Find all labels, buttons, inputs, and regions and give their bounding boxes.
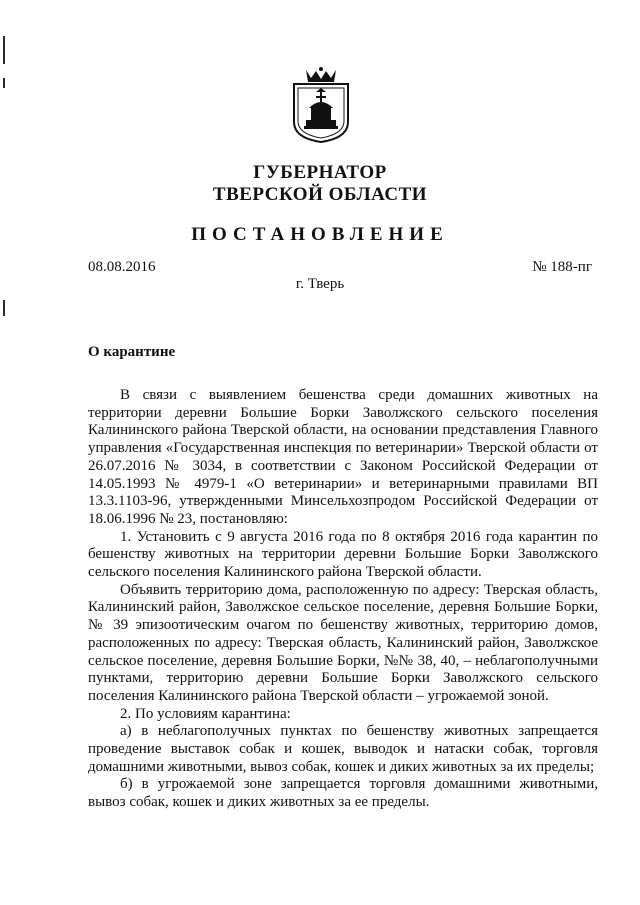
paragraph-declaration: Объявить территорию дома, расположенную по адресу: Тверская область, Калининский район, Заволжское сельское поселение, деревня Большие Борки, № 39 эпизоотическим очагом по бешенству животных, территорию домов, расположенных по адресу: Тверская область, Калининский район, Заволжское сельское поселение, деревня Большие Борки, №№ 38, 40, – неблагополучными пунктами, территорию деревни Большие Борки Заволжского сельского поселения Калининского района Тверской области – угрожаемой зоной. (88, 581, 598, 704)
paragraph-preamble: В связи с выявлением бешенства среди домашних животных на территории деревни Большие Борки Заволжского сельского поселения Калининского района Тверской области, на основании представления Главного управления «Государственная инспекция по ветеринарии» Тверской области от 26.07.2016 № 3034, в соответствии с Законом Российской Федерации от 14.05.1993 № 4979-1 «О ветеринарии» и ветеринарными правилами ВП 13.3.1103-96, утвержденными Минсельхозпродом Российской Федерации от 18.06.1996 № 23, постановляю: (88, 387, 598, 527)
document-type: ПОСТАНОВЛЕНИЕ (191, 224, 449, 245)
paragraph-item-2b: б) в угрожаемой зоне запрещается торговля домашними животными, вывоз собак, кошек и диких животных за ее пределы. (88, 776, 598, 811)
issuer-title-line1: ГУБЕРНАТОР (253, 162, 387, 183)
coat-of-arms-icon (290, 66, 352, 144)
document-body (88, 387, 598, 812)
document-date: 08.08.2016 (88, 259, 156, 275)
paragraph-item-1: 1. Установить с 9 августа 2016 года по 8 октября 2016 года карантин по бешенству животных на территории деревни Большие Борки Заволжского сельского поселения Калининского района Тверской области. (88, 528, 598, 581)
issuer-title-line2: ТВЕРСКОЙ ОБЛАСТИ (212, 184, 428, 205)
scan-edge-line (3, 78, 5, 88)
document-city: г. Тверь (295, 276, 345, 292)
paragraph-item-2: 2. По условиям карантина: (120, 705, 291, 722)
paragraph-item-2a: а) в неблагополучных пунктах по бешенству животных запрещается проведение выставок собак и кошек, выводок и натаски собак, торговля домашними животными, вывоз собак, кошек и диких животных за их пределы; (88, 723, 598, 775)
scan-edge-line (3, 300, 5, 316)
scan-edge-line (3, 36, 5, 64)
document-number: № 188-пг (532, 259, 592, 275)
document-subject: О карантине (88, 344, 176, 360)
